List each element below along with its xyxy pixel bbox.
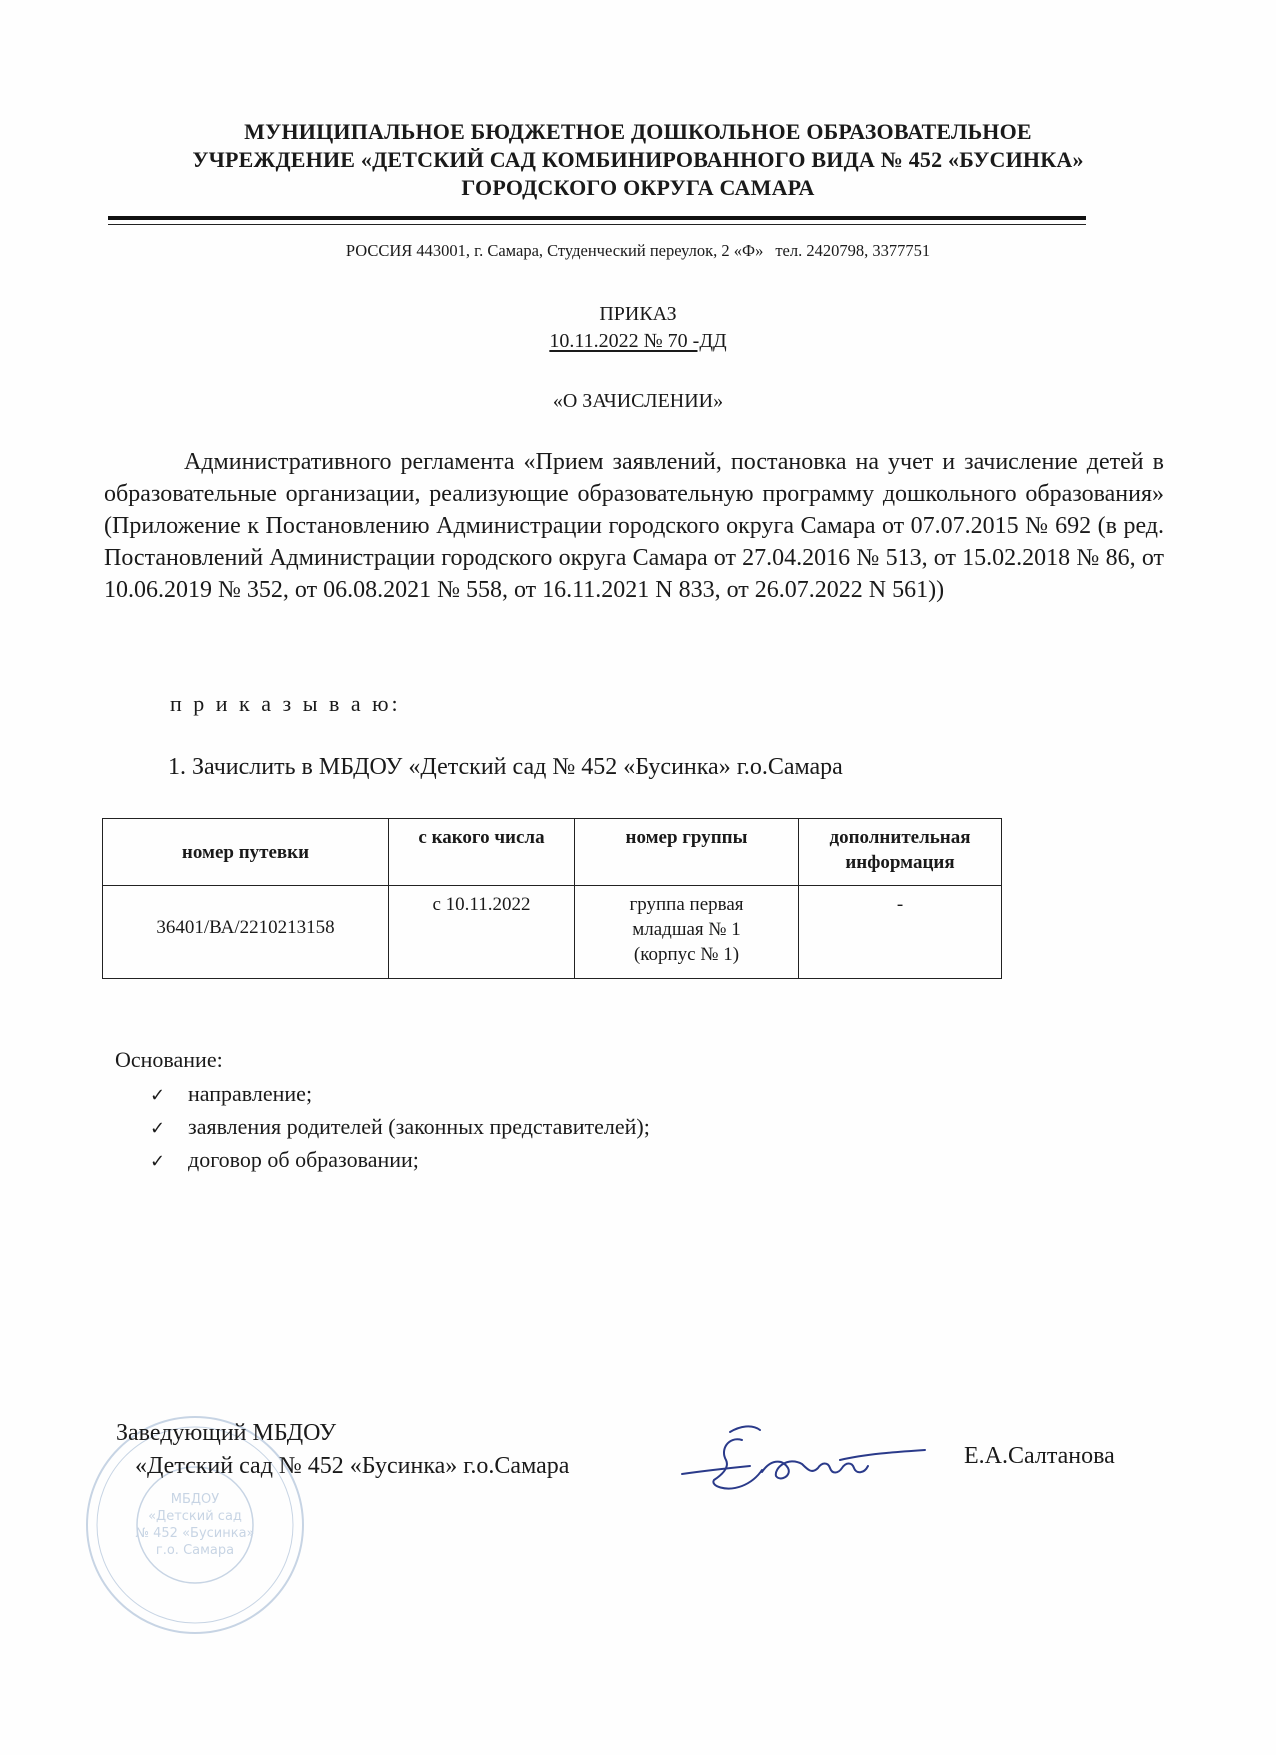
document-subject: «О ЗАЧИСЛЕНИИ» [552, 390, 724, 412]
signatory-position: Заведующий МБДОУ [116, 1420, 337, 1446]
signatory-organization: «Детский сад № 452 «Бусинка» г.о.Самара [135, 1453, 570, 1479]
basis-label: Основание: [115, 1047, 223, 1072]
list-item [150, 1078, 650, 1111]
list-item [150, 1144, 650, 1177]
header-group: номер группы [575, 819, 799, 886]
header-voucher: номер путевки [103, 819, 389, 886]
header-from-date: с какого числа [389, 819, 575, 886]
handwritten-signature-icon [680, 1410, 930, 1500]
enrollment-table [102, 818, 1002, 979]
basis-list [150, 1078, 650, 1177]
table-header-row [103, 819, 1002, 886]
order-item-1: 1. Зачислить в МБДОУ «Детский сад № 452 «Бусинка» г.о.Самара [168, 754, 843, 780]
check-icon: ✓ [150, 1085, 166, 1106]
cell-extra: - [799, 886, 1002, 979]
table-row [103, 886, 1002, 979]
postal-address: РОССИЯ 443001, г. Самара, Студенческий переулок, 2 «Ф» [345, 241, 764, 260]
cell-group-line-2: младшая № 1 [632, 919, 741, 940]
document-number [100, 328, 1176, 354]
header-extra: дополнительная информация [799, 819, 1002, 886]
stamp-line-1: МБДОУ [170, 1492, 220, 1507]
basis-item-text: договор об образовании; [188, 1147, 419, 1172]
preamble-paragraph: Административного регламента «Прием заявлений, постановка на учет и зачисление детей в образовательные организации, реализующие образовательную программу дошкольного образования» (Приложение к Постановлению Администрации городского округа Самара от 07.07.2015 № 692 (в ред. Постановлений Администрации городского округа Самара от 27.04.2016 № 513, от 15.02.2018 № 86, от 10.06.2019 № 352, от 06.08.2021 № 558, от 16.11.2021 N 833, от 26.07.2022 N 561)) [104, 449, 1164, 603]
org-line-3: ГОРОДСКОГО ОКРУГА САМАРА [461, 175, 815, 200]
check-icon: ✓ [150, 1118, 166, 1139]
stamp-line-4: г.о. Самара [155, 1543, 235, 1558]
signatory-name: Е.А.Салтанова [964, 1443, 1115, 1469]
org-line-1: МУНИЦИПАЛЬНОЕ БЮДЖЕТНОЕ ДОШКОЛЬНОЕ ОБРАЗОВАТЕЛЬНОЕ [244, 119, 1032, 144]
stamp-line-3: № 452 «Бусинка» [135, 1526, 255, 1541]
header-divider-thin [108, 224, 1086, 225]
address-line [100, 240, 1176, 262]
basis-item-text: заявления родителей (законных представителей); [188, 1114, 650, 1139]
check-icon: ✓ [150, 1151, 166, 1172]
stamp-line-2: «Детский сад [148, 1509, 242, 1524]
document-type: ПРИКАЗ [599, 303, 677, 325]
org-line-2: УЧРЕЖДЕНИЕ «ДЕТСКИЙ САД КОМБИНИРОВАННОГО ВИДА № 452 «БУСИНКА» [192, 147, 1084, 172]
list-item [150, 1111, 650, 1144]
cell-group-line-1: группа первая [629, 894, 744, 915]
cell-group [575, 886, 799, 979]
phone-numbers: тел. 2420798, 3377751 [775, 241, 931, 260]
cell-voucher: 36401/ВА/2210213158 [103, 886, 389, 979]
organization-header [100, 118, 1176, 202]
basis-item-text: направление; [188, 1081, 313, 1106]
header-divider-thick [108, 216, 1086, 220]
document-number-text: 10.11.2022 № 70 -ДД [549, 330, 727, 352]
order-word: п р и к а з ы в а ю: [170, 691, 401, 716]
cell-group-line-3: (корпус № 1) [633, 944, 740, 965]
cell-from-date: с 10.11.2022 [389, 886, 575, 979]
